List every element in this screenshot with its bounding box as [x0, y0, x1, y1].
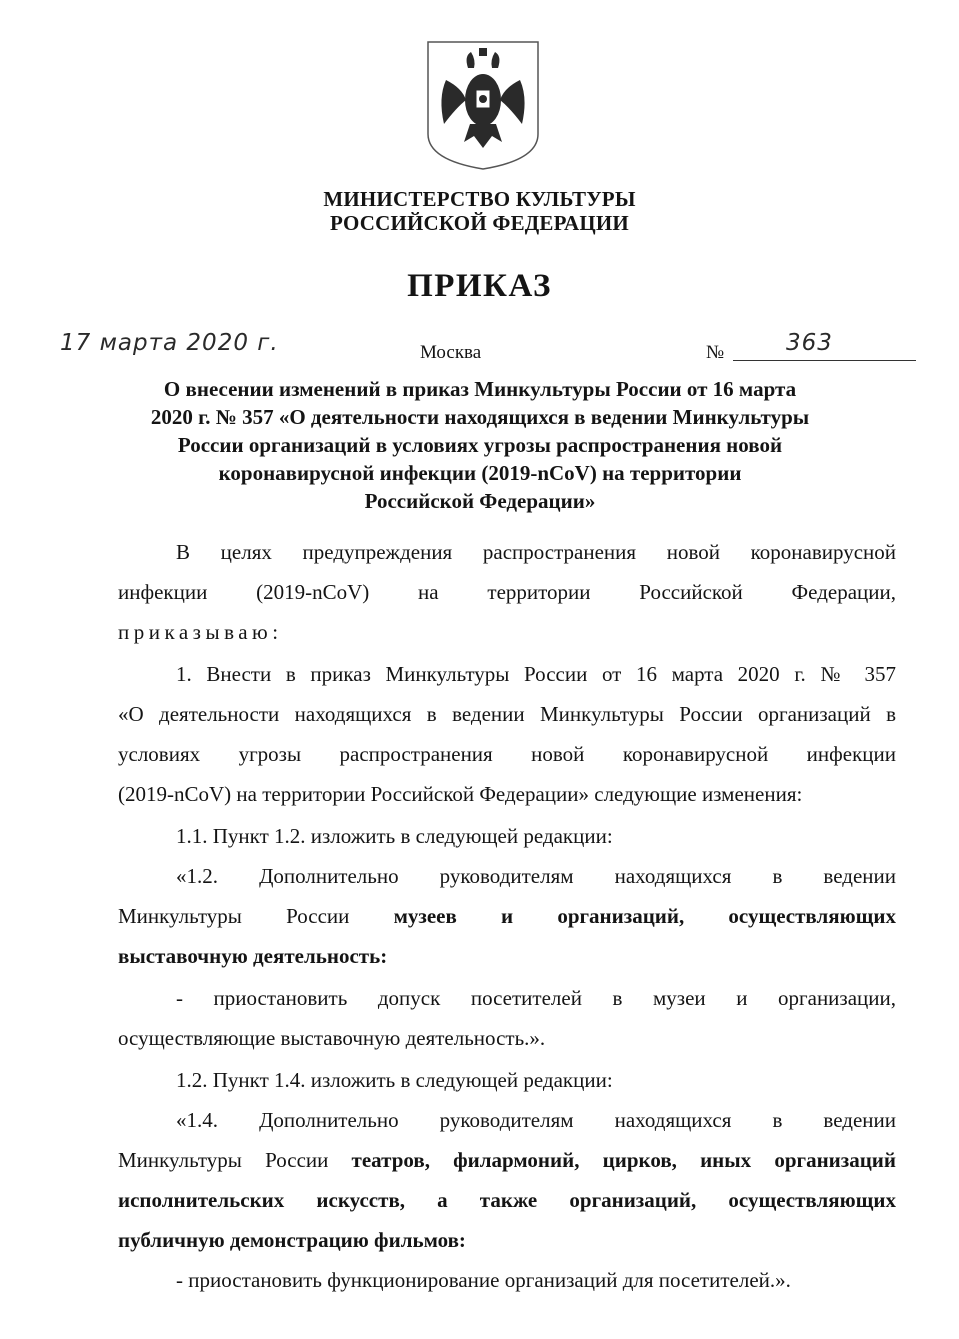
item-1-2-line: публичную демонстрацию фильмов:	[118, 1228, 466, 1252]
item-1-1-bold-text: выставочную деятельность	[118, 944, 381, 968]
handwritten-date: 17 марта 2020 г.	[60, 330, 279, 356]
item-1-2-line	[118, 1148, 896, 1173]
item-1-1-dash-line: - приостановить допуск посетителей в музеи и организации,	[176, 986, 896, 1010]
item-1-2-line: «1.4. Дополнительно руководителям находящихся в ведении	[176, 1108, 896, 1132]
number-underline	[733, 360, 916, 361]
subject-line: 2020 г. № 357 «О деятельности находящихся в ведении Минкультуры	[150, 405, 810, 429]
item-1-2-bold-text: театров, филармоний, цирков, иных организаций	[351, 1148, 897, 1172]
item-1-1-line	[118, 944, 896, 969]
preamble-line: В целях предупреждения распространения новой коронавирусной	[176, 540, 896, 564]
document-type: ПРИКАЗ	[407, 268, 552, 304]
handwritten-number: 363	[786, 330, 833, 356]
preamble-line: инфекции (2019-nCoV) на территории Российской Федерации,	[118, 580, 896, 604]
coat-of-arms-emblem	[424, 38, 542, 173]
item-1-2-heading: 1.2. Пункт 1.4. изложить в следующей редакции:	[176, 1068, 613, 1092]
subject-line: Российской Федерации»	[364, 489, 596, 513]
order-word: приказываю:	[118, 620, 283, 644]
city: Москва	[420, 342, 482, 363]
number-label: №	[706, 342, 725, 363]
item-1-1-dash-line: осуществляющие выставочную деятельность.».	[118, 1026, 546, 1050]
subject-line: О внесении изменений в приказ Минкультуры России от 16 марта	[163, 377, 797, 401]
item-1-line: «О деятельности находящихся в ведении Минкультуры России организаций в	[118, 702, 896, 726]
item-1-1-normal-text: Минкультуры России	[118, 904, 350, 928]
item-1-1-line	[118, 904, 896, 929]
subject-line: коронавирусной инфекции (2019-nCoV) на территории	[218, 461, 742, 485]
subject-line: России организаций в условиях угрозы распространения новой	[177, 433, 783, 457]
item-1-2-normal-text: Минкультуры России	[118, 1148, 329, 1172]
item-1-line: (2019-nCoV) на территории Российской Федерации» следующие изменения:	[118, 782, 803, 806]
item-1-1-heading: 1.1. Пункт 1.2. изложить в следующей редакции:	[176, 824, 613, 848]
ministry-name-line2: РОССИЙСКОЙ ФЕДЕРАЦИИ	[330, 211, 629, 235]
item-1-1-bold-text: музеев и организаций, осуществляющих	[393, 904, 897, 928]
item-1-2-dash-line: - приостановить функционирование организаций для посетителей.».	[176, 1268, 791, 1292]
ministry-name-line1: МИНИСТЕРСТВО КУЛЬТУРЫ	[323, 187, 636, 211]
item-1-line: 1. Внести в приказ Минкультуры России от 16 марта 2020 г. № 357	[176, 662, 896, 686]
item-1-1-line: «1.2. Дополнительно руководителям находящихся в ведении	[176, 864, 896, 888]
item-1-line: условиях угрозы распространения новой коронавирусной инфекции	[118, 742, 896, 766]
item-1-1-colon: :	[380, 944, 388, 968]
item-1-2-line: исполнительских искусств, а также организаций, осуществляющих	[118, 1188, 896, 1212]
